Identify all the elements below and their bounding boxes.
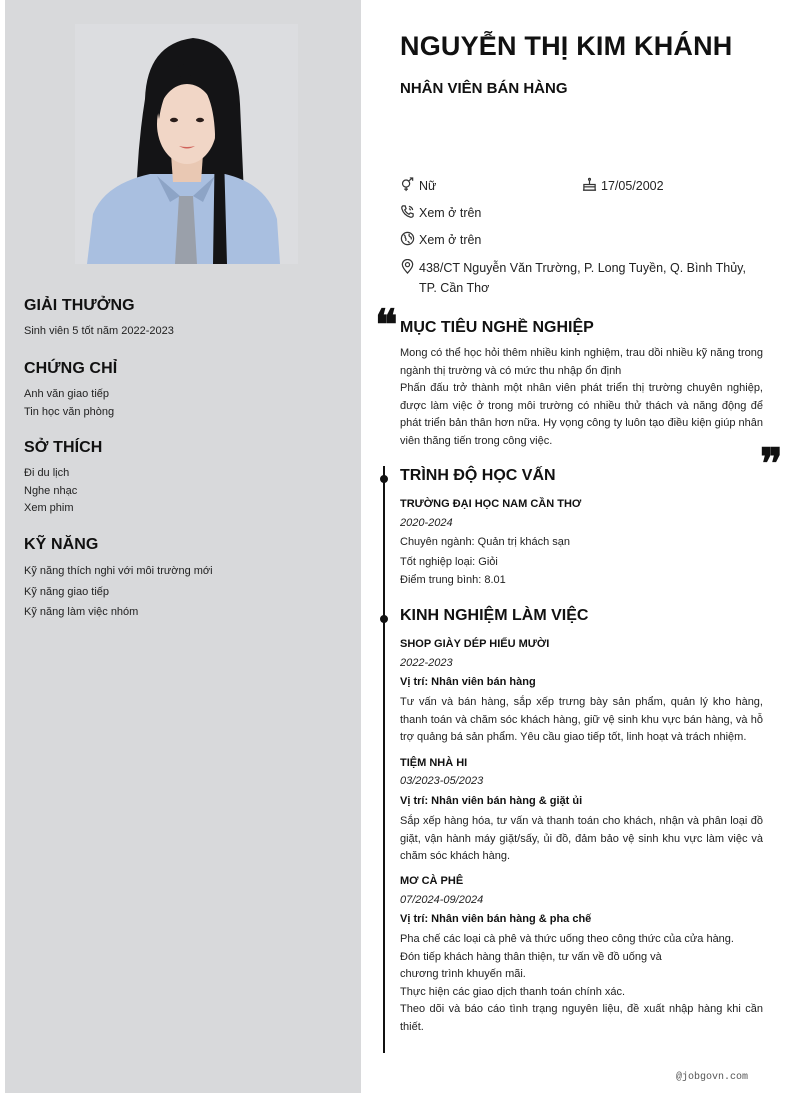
website-row — [400, 230, 481, 250]
address-value: 438/CT Nguyễn Văn Trường, P. Long Tuyền, Q. Bình Thủy, TP. Cần Thơ — [419, 261, 746, 295]
job-role: Vị trí: Nhân viên bán hàng — [400, 676, 536, 688]
job-description — [400, 931, 763, 1037]
job-company: TIỆM NHÀ HI — [400, 757, 468, 769]
job-title: NHÂN VIÊN BÁN HÀNG — [400, 80, 568, 97]
job-description-line: chương trình khuyến mãi. — [400, 968, 526, 981]
awards-title: GIẢI THƯỞNG — [24, 297, 135, 314]
certificates-title: CHỨNG CHỈ — [24, 360, 118, 377]
phone-row — [400, 203, 481, 223]
job-description-line: Pha chế các loại cà phê và thức uống theo công thức của cửa hàng. — [400, 933, 734, 945]
skills-section — [24, 536, 344, 623]
job-period: 03/2023-05/2023 — [400, 775, 484, 787]
phone-value: Xem ở trên — [419, 206, 482, 220]
hobby-item: Xem phim — [24, 502, 74, 514]
job-company: MƠ CÀ PHÊ — [400, 875, 464, 887]
timeline-dot — [380, 615, 388, 623]
gender-value: Nữ — [419, 179, 437, 193]
timeline-dot — [380, 475, 388, 483]
education-period: 2020-2024 — [400, 517, 453, 529]
skill-item: Kỹ năng làm việc nhóm — [24, 606, 139, 618]
skill-item: Kỹ năng giao tiếp — [24, 585, 110, 598]
gender-row — [400, 176, 436, 196]
website-value: Xem ở trên — [419, 233, 482, 247]
watermark: @jobgovn.com — [676, 1072, 749, 1083]
hobbies-section — [24, 439, 344, 518]
job-description: Sắp xếp hàng hóa, tư vấn và thanh toán cho khách, nhận và phân loại đồ giặt, vận hành máy giặt/sấy, ủi đồ, đảm bảo vệ sinh khu vực làm việc và chăm sóc khách hàng. — [400, 815, 763, 863]
certificate-item: Tin học văn phòng — [24, 405, 115, 418]
education-gpa: Điểm trung bình: 8.01 — [400, 574, 506, 586]
hobby-item: Nghe nhạc — [24, 484, 78, 497]
gender-icon — [400, 177, 417, 194]
job-period: 2022-2023 — [400, 657, 453, 669]
award-item: Sinh viên 5 tốt năm 2022-2023 — [24, 325, 174, 337]
certificate-item: Anh văn giao tiếp — [24, 388, 110, 400]
job-description-line: Theo dõi và báo cáo tình trạng nguyên liệu, đề xuất nhập hàng khi cần thiết. — [400, 1003, 763, 1033]
objective-paragraph: Phấn đấu trở thành một nhân viên phát triển thị trường chuyên nghiệp, được làm việc ở trong môi trường có nhiều thử thách và năng động để phát triển bản thân hơn nữa. Hy vọng công ty luôn tạo điều kiện giúp nhân viên thăng tiến trong công việc. — [400, 382, 763, 447]
address-row — [400, 258, 764, 298]
school-name: TRƯỜNG ĐẠI HỌC NAM CẦN THƠ — [400, 498, 582, 510]
education-rank: Tốt nghiệp loại: Giỏi — [400, 556, 498, 568]
objective-text — [400, 345, 763, 451]
objective-title: MỤC TIÊU NGHỀ NGHIỆP — [400, 319, 594, 336]
job-role: Vị trí: Nhân viên bán hàng & pha chế — [400, 913, 592, 925]
experience-title: KINH NGHIỆM LÀM VIỆC — [400, 607, 589, 624]
certificates-section — [24, 360, 344, 421]
phone-icon — [400, 204, 417, 221]
globe-icon — [400, 231, 417, 248]
birthday-row — [582, 176, 664, 196]
job-description: Tư vấn và bán hàng, sắp xếp trưng bày sản phẩm, quản lý kho hàng, thanh toán và chăm sóc khách hàng, giữ vệ sinh khu vực bán hàng, và hỗ trợ quảng bá sản phẩm. Yêu cầu giao tiếp tốt, linh hoạt và trách nhiệm. — [400, 696, 763, 744]
job-role: Vị trí: Nhân viên bán hàng & giặt ủi — [400, 795, 583, 807]
timeline-line — [383, 466, 385, 1053]
map-pin-icon — [400, 259, 417, 276]
skills-title: KỸ NĂNG — [24, 536, 99, 553]
education-title: TRÌNH ĐỘ HỌC VẤN — [400, 467, 556, 484]
education-major: Chuyên ngành: Quản trị khách sạn — [400, 536, 571, 548]
job-company: SHOP GIÀY DÉP HIẾU MƯỜI — [400, 638, 550, 650]
awards-section — [24, 297, 344, 341]
job-description-line: Thực hiện các giao dịch thanh toán chính xác. — [400, 985, 626, 998]
profile-photo — [75, 24, 298, 264]
birthday-value: 17/05/2002 — [601, 179, 664, 193]
quote-close-icon: ❞ — [760, 439, 783, 488]
hobby-item: Đi du lịch — [24, 467, 70, 479]
birthday-cake-icon — [582, 177, 599, 194]
job-period: 07/2024-09/2024 — [400, 894, 484, 906]
skill-item: Kỹ năng thích nghi với môi trường mới — [24, 565, 213, 577]
job-description-line: Đón tiếp khách hàng thân thiện, tư vấn về đồ uống và — [400, 950, 662, 963]
candidate-name: NGUYỄN THỊ KIM KHÁNH — [400, 31, 733, 61]
hobbies-title: SỞ THÍCH — [24, 439, 103, 456]
quote-open-icon: ❝ — [375, 300, 398, 349]
objective-paragraph: Mong có thể học hỏi thêm nhiều kinh nghiệm, trau dồi nhiều kỹ năng trong ngành thị trường và có mức thu nhập ổn định — [400, 347, 763, 377]
